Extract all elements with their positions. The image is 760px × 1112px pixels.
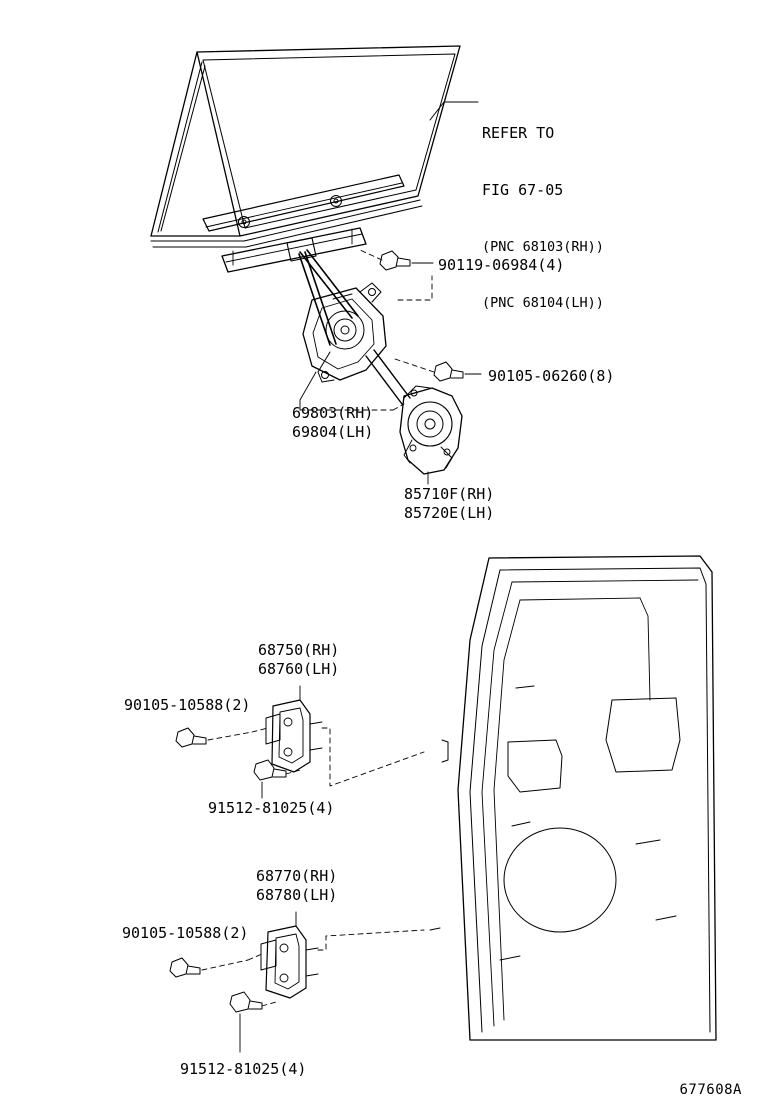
callout-hinge-upper-lh: 68760(LH) xyxy=(258,660,340,678)
glass-channel xyxy=(203,175,404,231)
screw-lower-hinge-icon xyxy=(230,992,262,1012)
callout-hinge-lower-lh: 68780(LH) xyxy=(256,886,338,904)
callout-motor-rh: 85710F(RH) xyxy=(404,485,495,503)
callout-screw-hinge-upper: 91512-81025(4) xyxy=(208,799,335,817)
refer-to-note xyxy=(482,86,604,350)
refer-to-line2: FIG 67-05 xyxy=(482,181,564,199)
refer-to-line4: (PNC 68104(LH)) xyxy=(482,295,604,311)
callout-motor-lh: 85720E(LH) xyxy=(404,504,495,522)
callout-bolt-motor: 90105-06260(8) xyxy=(488,367,615,385)
callout-bolt-upper: 90119-06984(4) xyxy=(438,256,565,274)
door-panel-outline xyxy=(458,556,716,1040)
figure-code: 677608A xyxy=(679,1082,742,1098)
upper-hinge-part xyxy=(266,700,322,772)
bolt-lower-hinge-icon xyxy=(170,958,200,977)
screw-upper-hinge-icon xyxy=(254,760,286,780)
callout-screw-hinge-lower: 91512-81025(4) xyxy=(180,1060,307,1078)
callout-hinge-upper-rh: 68750(RH) xyxy=(258,641,340,659)
bolt-upper-hinge-icon xyxy=(176,728,206,747)
refer-to-line1: REFER TO xyxy=(482,124,555,142)
window-glass-outline xyxy=(197,46,460,236)
callout-bolt-hinge-upper: 90105-10588(2) xyxy=(124,696,251,714)
callout-hinge-lower-rh: 68770(RH) xyxy=(256,867,338,885)
callout-regulator-lh: 69804(LH) xyxy=(292,423,374,441)
bolt-motor-icon xyxy=(434,362,463,381)
callout-regulator-rh: 69803(RH) xyxy=(292,404,374,422)
lower-hinge-part xyxy=(261,926,318,998)
refer-to-line3: (PNC 68103(RH)) xyxy=(482,239,604,255)
callout-bolt-hinge-lower: 90105-10588(2) xyxy=(122,924,249,942)
bolt-upper-icon xyxy=(380,251,410,270)
